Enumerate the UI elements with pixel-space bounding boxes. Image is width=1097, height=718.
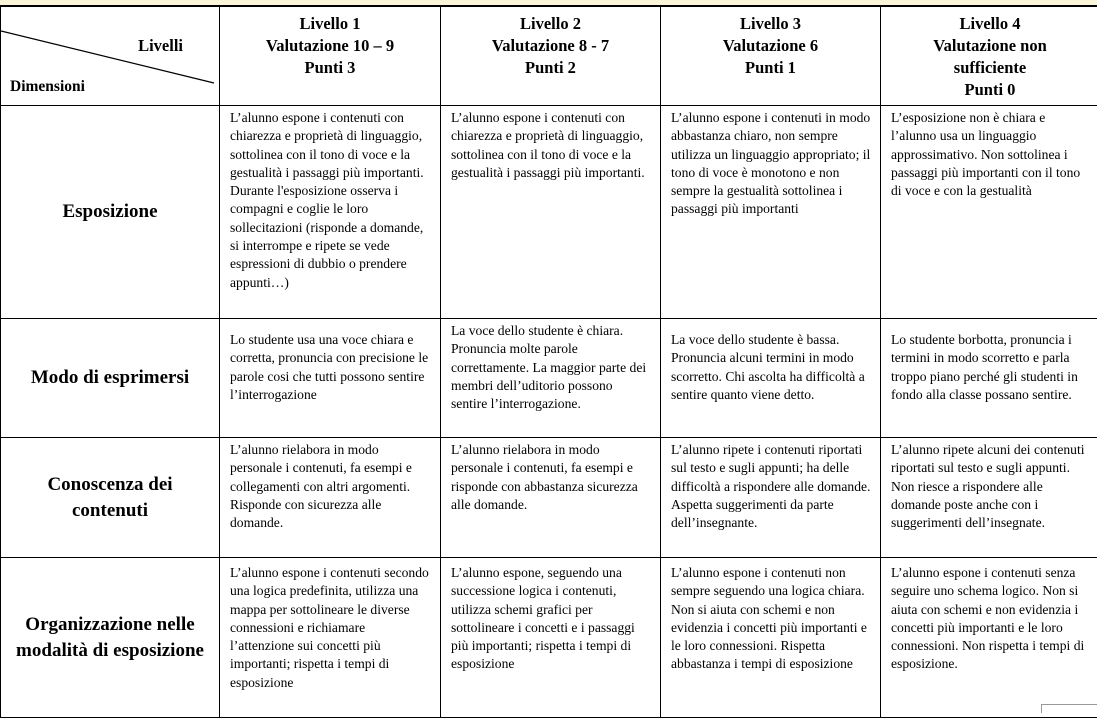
rubric-cell: L’alunno espone i contenuti secondo una logica predefinita, utilizza una mappa per sottolineare le diverse connessioni e richiamare l’attenzione sui concetti più importanti; rispetta i tempi di esposizione [220,558,441,718]
rubric-cell: L’alunno espone i contenuti con chiarezza e proprietà di linguaggio, sottolinea con il tono di voce e la gestualità i passaggi più importanti. [441,106,661,319]
rubric-cell: L’alunno ripete i contenuti riportati sul testo e sugli appunti; ha delle difficoltà a rispondere alle domande. Aspetta suggerimenti da parte dell’insegnante. [661,438,881,558]
rubric-cell: L’esposizione non è chiara e l’alunno usa un linguaggio approssimativo. Non sottolinea i passaggi più importanti con il tono di voce e con la gestualità [881,106,1097,319]
table-row [1,106,1097,319]
level-title: Livello 3 [661,13,880,35]
header-row [1,7,1097,106]
level-points: Punti 1 [661,57,880,79]
rubric-cell: L’alunno espone i contenuti in modo abbastanza chiaro, non sempre utilizza un linguaggio appropriato; il tono di voce è monotono e non sempre la gestualità sottolinea i passaggi più importanti [661,106,881,319]
table-row [1,319,1097,438]
rubric-cell: La voce dello studente è chiara. Pronuncia molte parole correttamente. La maggior parte dei membri dell’uditorio possono sentire l’interrogazione. [441,319,661,438]
level-grade: Valutazione non sufficiente [901,35,1079,79]
level-title: Livello 4 [901,13,1079,35]
corner-header-cell [1,7,220,106]
rubric-cell: L’alunno rielabora in modo personale i contenuti, fa esempi e risponde con abbastanza sicurezza alle domande. [441,438,661,558]
level-2-header [441,7,661,106]
rubric-cell: L’alunno espone i contenuti con chiarezza e proprietà di linguaggio, sottolinea con il tono di voce e la gestualità i passaggi più importanti. Durante l'esposizione osserva i compagni e coglie le loro sollecitazioni (risponde a domande, si interrompe e ripete se vede espressioni di dubbio o prendere appunti…) [220,106,441,319]
rubric-cell: L’alunno espone, seguendo una successione logica i contenuti, utilizza schemi grafici per sottolineare i concetti e i passaggi più importanti; rispetta i tempi di esposizione [441,558,661,718]
dimensions-label: Dimensioni [10,76,85,98]
rubric-cell: L’alunno ripete alcuni dei contenuti riportati sul testo e sugli appunti. Non riesce a rispondere alle domande poste anche con i suggerimenti dell’insegnate. [881,438,1097,558]
rubric-cell: Lo studente borbotta, pronuncia i termini in modo scorretto e parla troppo piano perché gli studenti in fondo alla classe possano sentire. [881,319,1097,438]
dimension-label: Organizzazione nelle modalità di esposizione [1,558,220,718]
rubric-cell: L’alunno espone i contenuti non sempre seguendo una logica chiara. Non si aiuta con schemi e non evidenzia i concetti più importanti e le loro connessioni. Rispetta abbastanza i tempi di esposizione [661,558,881,718]
page-corner-widget [1041,704,1097,713]
level-title: Livello 2 [441,13,660,35]
dimension-label: Esposizione [1,106,220,319]
evaluation-rubric-table [0,6,1097,718]
table-row [1,438,1097,558]
level-4-header [881,7,1097,106]
dimension-label: Modo di esprimersi [1,319,220,438]
level-points: Punti 3 [220,57,440,79]
level-title: Livello 1 [220,13,440,35]
level-grade: Valutazione 8 - 7 [441,35,660,57]
level-points: Punti 0 [901,79,1079,101]
level-1-header [220,7,441,106]
levels-label: Livelli [138,35,183,57]
level-3-header [661,7,881,106]
table-row [1,558,1097,718]
level-points: Punti 2 [441,57,660,79]
rubric-cell: La voce dello studente è bassa. Pronuncia alcuni termini in modo scorretto. Chi ascolta ha difficoltà a sentire quanto viene detto. [661,319,881,438]
dimension-label: Conoscenza dei contenuti [1,438,220,558]
rubric-cell: L’alunno rielabora in modo personale i contenuti, fa esempi e collegamenti con altri argomenti. Risponde con sicurezza alle domande. [220,438,441,558]
rubric-cell: L’alunno espone i contenuti senza seguire uno schema logico. Non si aiuta con schemi e non evidenzia i concetti più importanti e le loro connessioni. Non rispetta i tempi di esposizione. [881,558,1097,718]
level-grade: Valutazione 10 – 9 [220,35,440,57]
rubric-cell: Lo studente usa una voce chiara e corretta, pronuncia con precisione le parole cosi che tutti possono sentire l’interrogazione [220,319,441,438]
level-grade: Valutazione 6 [661,35,880,57]
